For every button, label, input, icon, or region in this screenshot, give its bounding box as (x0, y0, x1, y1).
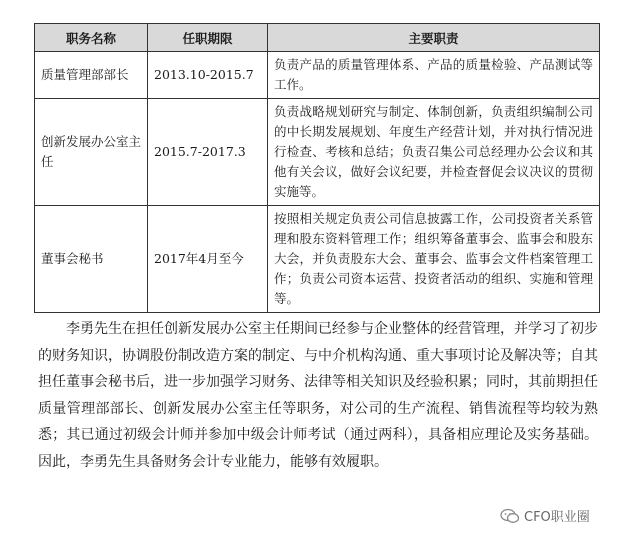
responsibility-table (34, 23, 600, 313)
period-cell: 2013.10-2015.7 (148, 52, 268, 99)
table-header-row (35, 24, 600, 52)
duty-cell: 按照相关规定负责公司信息披露工作，公司投资者关系管理和股东资料管理工作；组织筹备董事会、监事会和股东大会，并负责股东大会、董事会、监事会文件档案管理工作；负责公司资本运营、投资者活动的组织、实施和管理等。 (268, 206, 600, 313)
table-row (35, 52, 600, 99)
table-row (35, 206, 600, 313)
duty-cell: 负责战略规划研究与制定、体制创新，负责组织编制公司的中长期发展规划、年度生产经营计划，并对执行情况进行检查、考核和总结；负责召集公司总经理办公会议和其他有关会议，做好会议纪要，并检查督促会议决议的贯彻实施等。 (268, 99, 600, 206)
header-role: 职务名称 (35, 24, 148, 52)
watermark (500, 506, 590, 525)
period-cell: 2017年4月至今 (148, 206, 268, 313)
role-cell: 董事会秘书 (35, 206, 148, 313)
header-duty: 主要职责 (268, 24, 600, 52)
header-period: 任职期限 (148, 24, 268, 52)
role-cell: 质量管理部部长 (35, 52, 148, 99)
body-paragraph: 李勇先生在担任创新发展办公室主任期间已经参与企业整体的经营管理，并学习了初步的财务知识，协调股份制改造方案的制定、与中介机构沟通、重大事项讨论及解决等；自其担任董事会秘书后，进一步加强学习财务、法律等相关知识及经验积累；同时，其前期担任质量管理部部长、创新发展办公室主任等职务，对公司的生产流程、销售流程等均较为熟悉；其已通过初级会计师并参加中级会计师考试（通过两科），具备相应理论及实务基础。因此，李勇先生具备财务会计专业能力，能够有效履职。 (38, 321, 598, 470)
table-row (35, 99, 600, 206)
duty-cell: 负责产品的质量管理体系、产品的质量检验、产品测试等工作。 (268, 52, 600, 99)
period-cell: 2015.7-2017.3 (148, 99, 268, 206)
watermark-text: CFO职业圈 (524, 510, 590, 525)
wechat-icon (500, 508, 520, 524)
role-cell: 创新发展办公室主任 (35, 99, 148, 206)
